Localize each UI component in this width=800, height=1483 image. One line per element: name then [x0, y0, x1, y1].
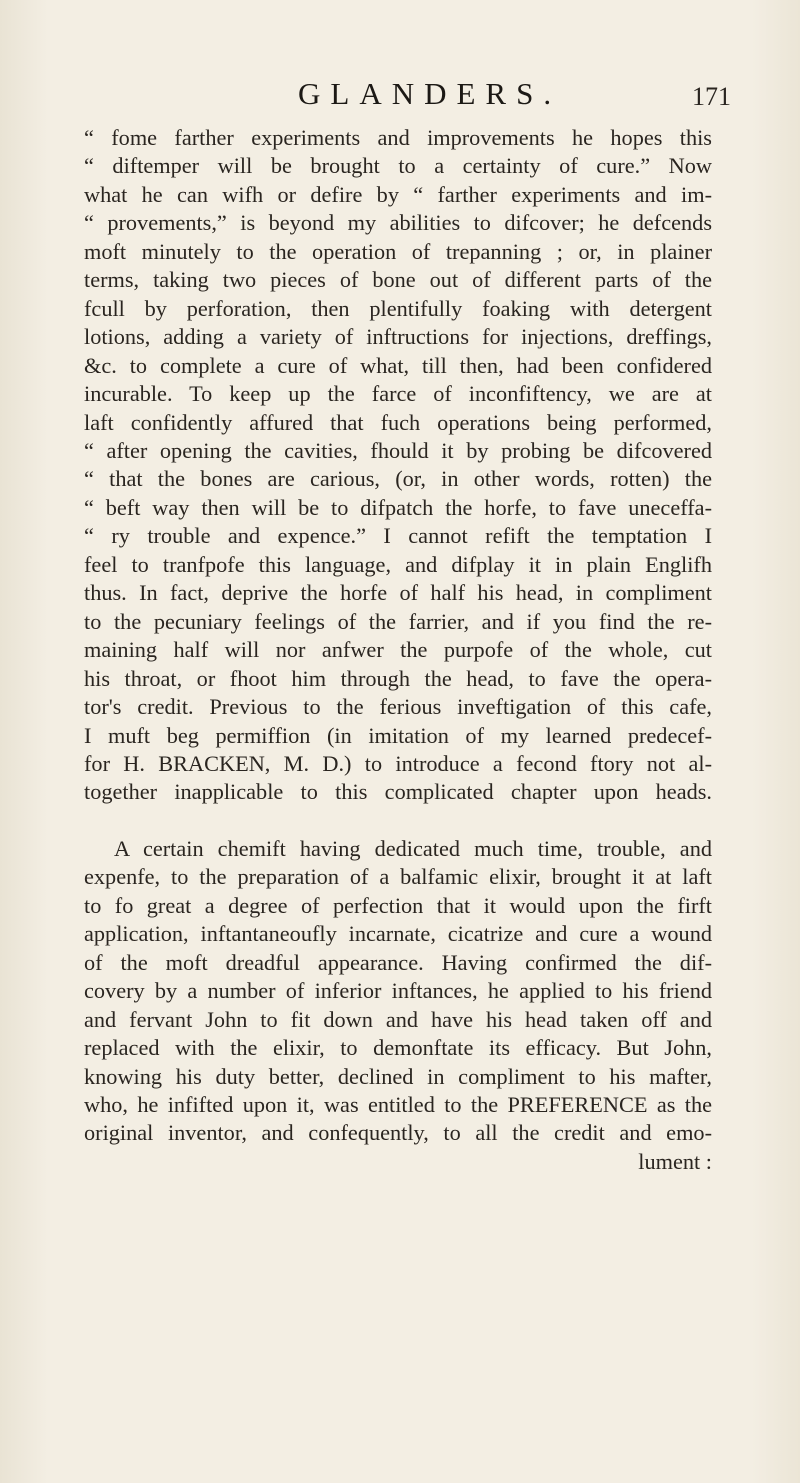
text-line: original inventor, and confequently, to all the credit and emo- [84, 1120, 712, 1146]
text-line: who, he infifted upon it, was entitled to the PREFERENCE as the [84, 1091, 712, 1117]
text-line: feel to tranfpofe this language, and difplay it in plain Englifh [84, 551, 712, 577]
running-title: GLANDERS. [298, 76, 562, 111]
text-line: covery by a number of inferior inftances, he applied to his friend [84, 978, 712, 1004]
text-line: lument : [638, 1148, 712, 1174]
text-line: &c. to complete a cure of what, till then, had been confidered [84, 352, 712, 378]
text-line: “ that the bones are carious, (or, in other words, rotten) the [84, 466, 712, 492]
paragraph-2 [84, 835, 712, 1176]
text-line: application, inftantaneoufly incarnate, cicatrize and cure a wound [84, 921, 712, 947]
text-line: for H. BRACKEN, M. D.) to introduce a fecond ftory not al- [84, 750, 712, 776]
text-line: knowing his duty better, declined in compliment to his mafter, [84, 1063, 712, 1089]
text-line: fcull by perforation, then plentifully foaking with detergent [84, 295, 712, 321]
text-line: “ after opening the cavities, fhould it by probing be difcovered [84, 437, 712, 463]
text-line: A certain chemift having dedicated much time, trouble, and [114, 835, 712, 861]
text-line: moft minutely to the operation of trepanning ; or, in plainer [84, 238, 712, 264]
text-line: his throat, or fhoot him through the head, to fave the opera- [84, 665, 712, 691]
paragraph-gap [84, 807, 712, 835]
text-line: replaced with the elixir, to demonftate its efficacy. But John, [84, 1035, 712, 1061]
text-line: “ diftemper will be brought to a certainty of cure.” Now [84, 153, 712, 179]
text-line: to fo great a degree of perfection that it would upon the firft [84, 892, 712, 918]
text-line: tor's credit. Previous to the ferious inveftigation of this cafe, [84, 694, 712, 720]
text-line: maining half will nor anfwer the purpofe of the whole, cut [84, 637, 712, 663]
text-line: laft confidently affured that fuch operations being performed, [84, 409, 712, 435]
text-line: of the moft dreadful appearance. Having confirmed the dif- [84, 949, 712, 975]
text-line: “ fome farther experiments and improvements he hopes this [84, 125, 712, 150]
text-line: “ ry trouble and expence.” I cannot refift the temptation I [84, 523, 712, 549]
body-text [84, 124, 712, 1176]
text-line: together inapplicable to this complicated chapter upon heads. [84, 779, 712, 805]
text-line: incurable. To keep up the farce of inconfiftency, we are at [84, 381, 712, 407]
text-line: and fervant John to fit down and have his head taken off and [84, 1006, 712, 1032]
page-header [0, 76, 800, 116]
text-line: to the pecuniary feelings of the farrier, and if you find the re- [84, 608, 712, 634]
text-line: thus. In fact, deprive the horfe of half his head, in compliment [84, 580, 712, 606]
text-line: lotions, adding a variety of inftructions for injections, dreffings, [84, 324, 712, 350]
text-line: what he can wifh or defire by “ farther experiments and im- [84, 181, 712, 207]
text-line: I muft beg permiffion (in imitation of my learned predecef- [84, 722, 712, 748]
text-line: expenfe, to the preparation of a balfamic elixir, brought it at laft [84, 864, 712, 890]
text-line: “ beft way then will be to difpatch the horfe, to fave uneceffa- [84, 494, 712, 520]
text-line: terms, taking two pieces of bone out of different parts of the [84, 267, 712, 293]
paragraph-1 [84, 124, 712, 807]
text-line: “ provements,” is beyond my abilities to difcover; he defcends [84, 210, 712, 236]
page-number: 171 [692, 82, 731, 111]
